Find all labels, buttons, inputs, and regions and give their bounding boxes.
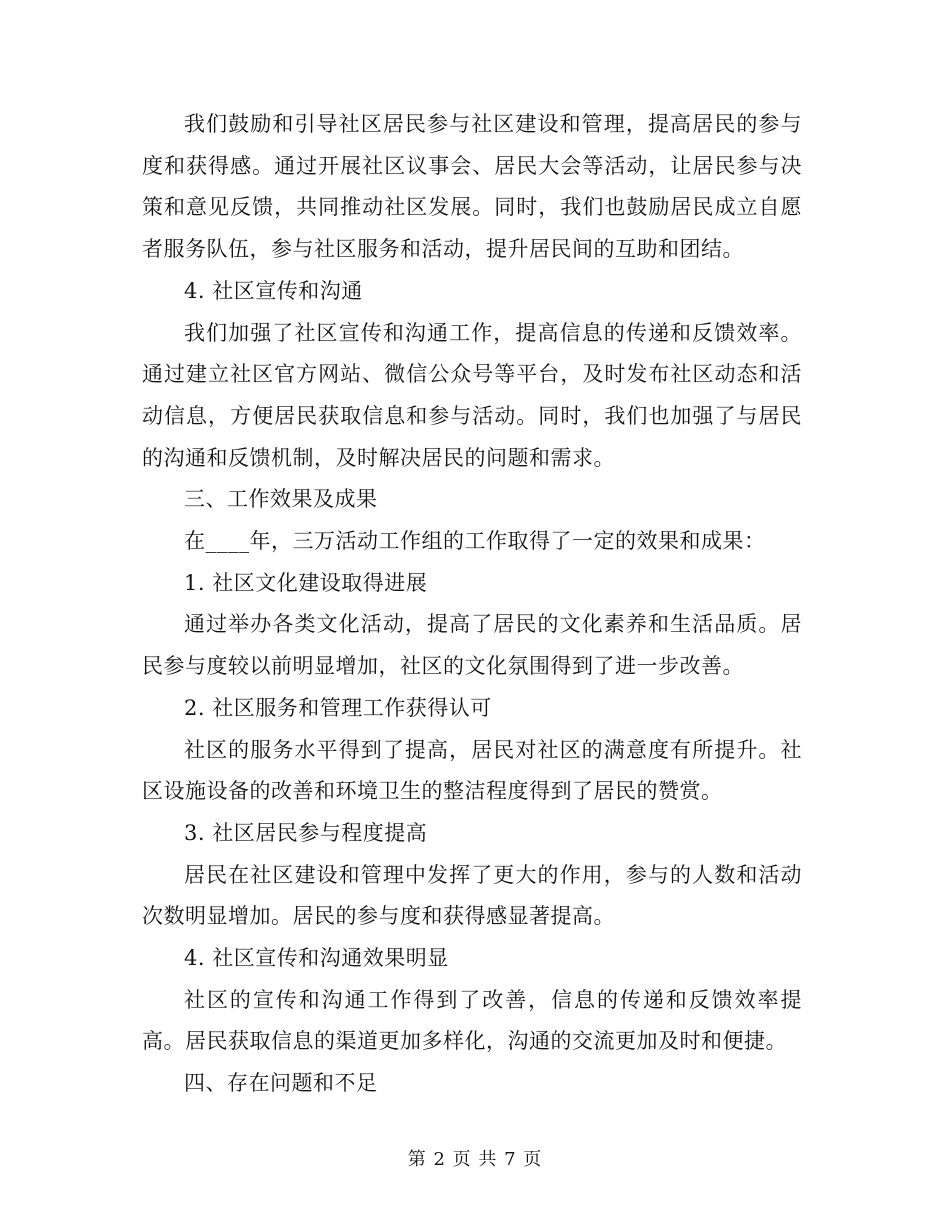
paragraph-participation-increase: 居民在社区建设和管理中发挥了更大的作用，参与的人数和活动次数明显增加。居民的参与度和获得感显著提高。 <box>142 862 802 929</box>
paragraph-publicity-effect: 社区的宣传和沟通工作得到了改善，信息的传递和反馈效率提高。居民获取信息的渠道更加多样化，沟通的交流更加及时和便捷。 <box>142 987 802 1054</box>
heading-participation-increase: 3. 社区居民参与程度提高 <box>184 820 428 845</box>
heading-culture-progress: 1. 社区文化建设取得进展 <box>184 570 428 595</box>
page-number-footer: 第 2 页 共 7 页 <box>407 1149 543 1170</box>
heading-work-results: 三、工作效果及成果 <box>184 487 378 512</box>
paragraph-publicity-communication: 我们加强了社区宣传和沟通工作，提高信息的传递和反馈效率。通过建立社区官方网站、微信公众号等平台，及时发布社区动态和活动信息，方便居民获取信息和参与活动。同时，我们也加强了与居民的沟通和反馈机制，及时解决居民的问题和需求。 <box>142 320 802 470</box>
paragraph-results-intro: 在____年，三万活动工作组的工作取得了一定的效果和成果： <box>184 529 766 554</box>
paragraph-service-recognition: 社区的服务水平得到了提高，居民对社区的满意度有所提升。社区设施设备的改善和环境卫生的整洁程度得到了居民的赞赏。 <box>142 737 802 804</box>
heading-publicity-effect: 4. 社区宣传和沟通效果明显 <box>184 946 449 971</box>
paragraph-resident-participation: 我们鼓励和引导社区居民参与社区建设和管理，提高居民的参与度和获得感。通过开展社区议事会、居民大会等活动，让居民参与决策和意见反馈，共同推动社区发展。同时，我们也鼓励居民成立自愿者服务队伍，参与社区服务和活动，提升居民间的互助和团结。 <box>142 112 802 262</box>
heading-problems: 四、存在问题和不足 <box>184 1071 378 1096</box>
heading-service-recognition: 2. 社区服务和管理工作获得认可 <box>184 695 492 720</box>
document-body <box>142 104 802 1105</box>
heading-community-publicity: 4. 社区宣传和沟通 <box>184 278 363 303</box>
paragraph-culture-progress: 通过举办各类文化活动，提高了居民的文化素养和生活品质。居民参与度较以前明显增加，社区的文化氛围得到了进一步改善。 <box>142 612 802 679</box>
